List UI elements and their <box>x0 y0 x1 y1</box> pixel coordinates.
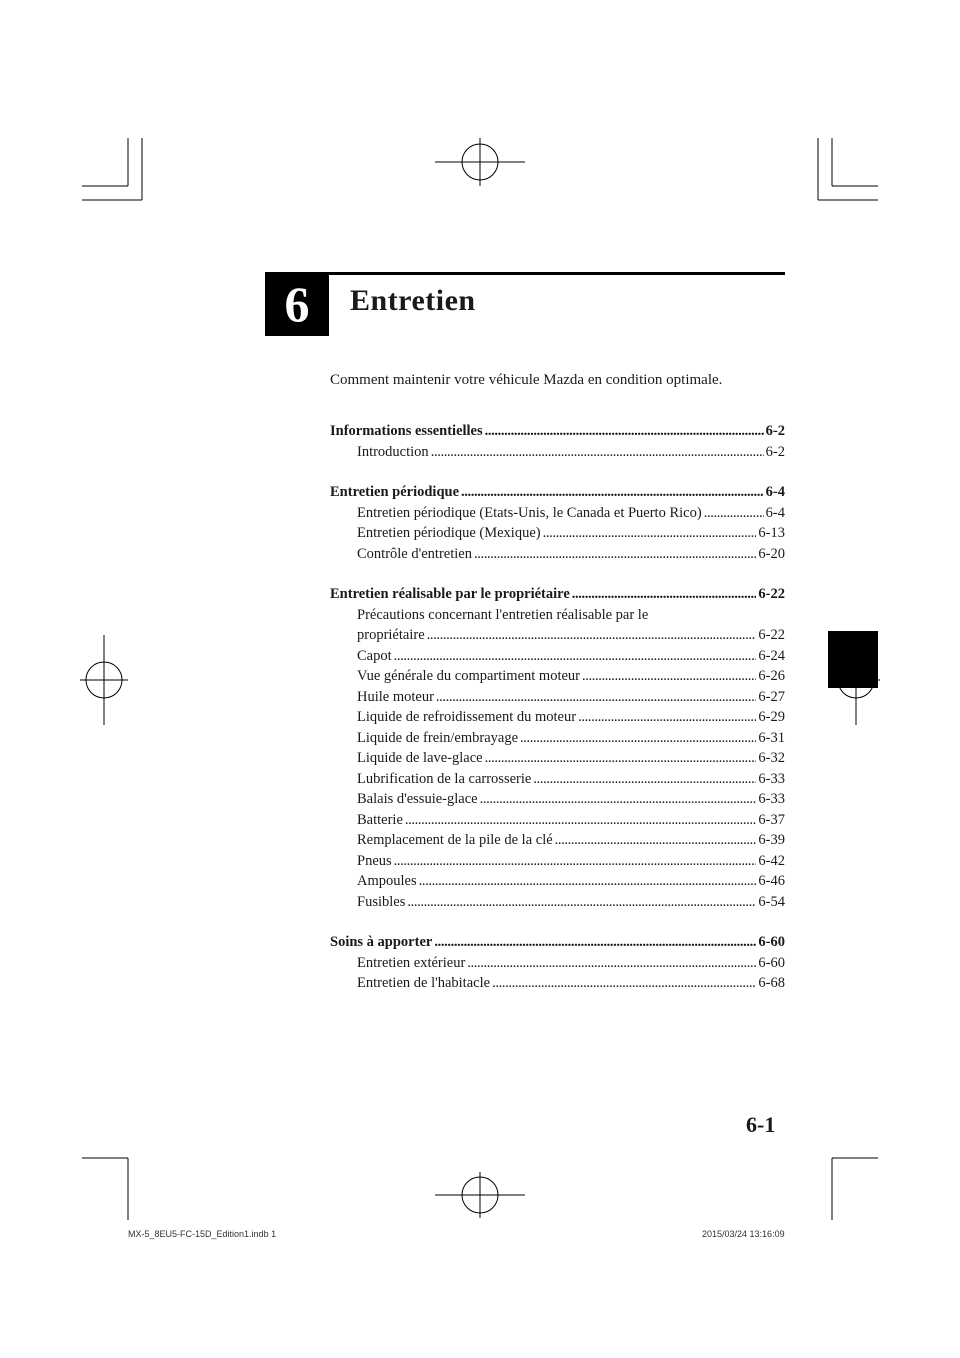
toc-entry-first-line[interactable]: Précautions concernant l'entretien réalisable par le <box>357 606 649 623</box>
toc-entry[interactable]: Entretien périodique (Mexique) . . . 6-13 <box>330 523 785 544</box>
toc-entry[interactable]: Introduction . . . 6-2 <box>330 442 785 463</box>
toc-entry[interactable]: propriétaire . . . 6-22 <box>330 625 785 646</box>
page-number: 6-1 <box>746 1112 776 1137</box>
chapter-title: Entretien <box>350 284 476 317</box>
toc-entry[interactable]: Balais d'essuie-glace . . . 6-33 <box>330 789 785 810</box>
toc-section-heading[interactable]: Informations essentielles . . . 6-2 <box>330 421 785 442</box>
toc-entry[interactable]: Vue générale du compartiment moteur . . . 6-26 <box>330 666 785 687</box>
toc-entry[interactable]: Liquide de frein/embrayage . . . 6-31 <box>330 728 785 749</box>
toc-entry[interactable]: Entretien de l'habitacle . . . 6-68 <box>330 973 785 994</box>
toc-entry[interactable]: Liquide de refroidissement du moteur . . . 6-29 <box>330 707 785 728</box>
toc-entry[interactable]: Remplacement de la pile de la clé . . . 6-39 <box>330 830 785 851</box>
chapter-number: 6 <box>284 276 310 332</box>
toc-entry[interactable]: Entretien extérieur . . . 6-60 <box>330 953 785 974</box>
chapter-thumb-tab <box>828 631 878 688</box>
toc-section-heading[interactable]: Entretien réalisable par le propriétaire . . . 6-22 <box>330 584 785 605</box>
toc-entry[interactable]: Pneus . . . 6-42 <box>330 851 785 872</box>
toc-entry[interactable]: Entretien périodique (Etats-Unis, le Canada et Puerto Rico) . . . 6-4 <box>330 503 785 524</box>
table-of-contents <box>330 421 785 1014</box>
toc-section-heading[interactable]: Entretien périodique . . . 6-4 <box>330 482 785 503</box>
toc-entry[interactable]: Fusibles . . . 6-54 <box>330 892 785 913</box>
chapter-number-box <box>265 272 329 336</box>
toc-section <box>330 482 785 564</box>
chapter-intro: Comment maintenir votre véhicule Mazda en condition optimale. <box>330 372 723 388</box>
toc-entry[interactable]: Contrôle d'entretien . . . 6-20 <box>330 544 785 565</box>
chapter-rule <box>329 272 785 275</box>
toc-entry[interactable]: Capot . . . 6-24 <box>330 646 785 667</box>
toc-entry[interactable]: Ampoules . . . 6-46 <box>330 871 785 892</box>
print-slug-file: MX-5_8EU5-FC-15D_Edition1.indb 1 <box>128 1229 277 1239</box>
toc-section <box>330 584 785 912</box>
toc-section-heading[interactable]: Soins à apporter . . . 6-60 <box>330 932 785 953</box>
toc-section <box>330 932 785 994</box>
print-slug-date: 2015/03/24 13:16:09 <box>702 1229 785 1239</box>
toc-section <box>330 421 785 462</box>
toc-entry[interactable]: Batterie . . . 6-37 <box>330 810 785 831</box>
toc-entry[interactable]: Liquide de lave-glace . . . 6-32 <box>330 748 785 769</box>
toc-entry[interactable]: Huile moteur . . . 6-27 <box>330 687 785 708</box>
toc-entry[interactable]: Lubrification de la carrosserie . . . 6-33 <box>330 769 785 790</box>
